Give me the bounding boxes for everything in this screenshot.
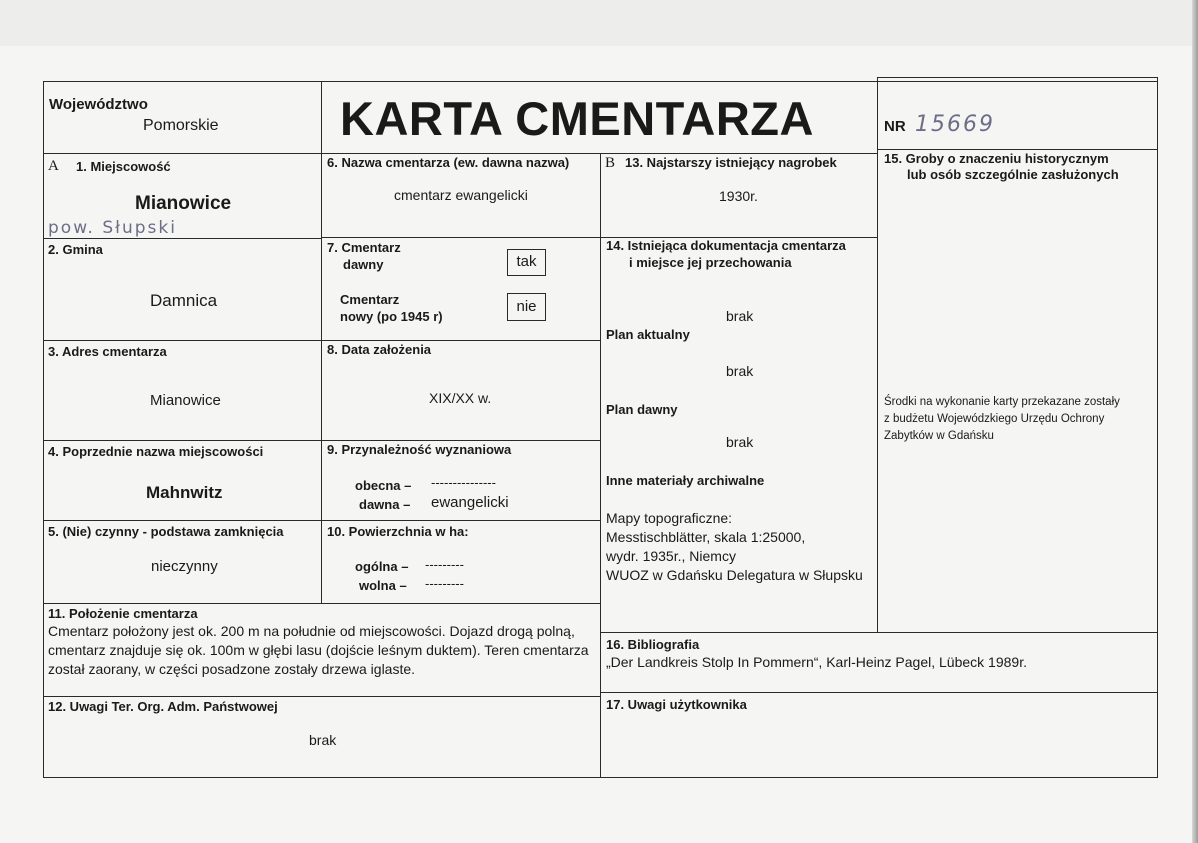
grid-line [43, 520, 600, 521]
f12-label: 12. Uwagi Ter. Org. Adm. Państwowej [48, 699, 278, 714]
grid-line [43, 603, 600, 604]
f14-plan-dawny-label: Plan dawny [606, 402, 678, 417]
f6-value: cmentarz ewangelicki [394, 187, 528, 203]
f7-dawny-label: dawny [343, 257, 384, 272]
f14-plan-dawny-value: brak [726, 434, 754, 450]
grid-line [877, 77, 1158, 78]
f14-label-1: 14. Istniejąca dokumentacja cmentarza [606, 238, 846, 253]
f10-label: 10. Powierzchnia w ha: [327, 524, 469, 539]
wojewodztwo-value: Pomorskie [143, 117, 219, 134]
grid-line [600, 692, 1158, 693]
f14-label-2: i miejsce jej przechowania [629, 255, 792, 270]
f11-line: Cmentarz położony jest ok. 200 m na południe od miejscowości. Dojazd drogą polną, [48, 623, 575, 639]
f14-inne-line: Messtischblätter, skala 1:25000, [606, 529, 806, 545]
f4-label: 4. Poprzednie nazwa miejscowości [48, 444, 264, 459]
grid-line [1157, 77, 1158, 83]
f15-label-1: 15. Groby o znaczeniu historycznym [884, 151, 1109, 166]
f11-line: cmentarz znajduje się ok. 100m w głębi lasu (dojście leśnym duktem). Teren cmentarza [48, 642, 589, 658]
f9-obecna-value: --------------- [431, 475, 496, 490]
f11-label: 11. Położenie cmentarza [48, 606, 198, 621]
nr-label: NR [884, 118, 906, 135]
f8-label: 8. Data założenia [327, 342, 432, 357]
f1-value: Mianowice [135, 193, 232, 214]
f9-obecna-label: obecna – [355, 478, 412, 493]
scan-edge-shadow [1192, 0, 1198, 843]
grid-line [321, 81, 322, 603]
f17-label: 17. Uwagi użytkownika [606, 697, 747, 712]
grid-line [43, 696, 600, 697]
f7-dawny-box: tak [507, 249, 546, 276]
grid-line [43, 238, 321, 239]
f9-dawna-label: dawna – [359, 497, 411, 512]
f14-inne-line: Mapy topograficzne: [606, 510, 733, 526]
f10-wolna-value: --------- [425, 576, 464, 591]
grid-line [43, 153, 877, 154]
f2-value: Damnica [150, 291, 218, 310]
f5-label: 5. (Nie) czynny - podstawa zamknięcia [48, 524, 284, 539]
f7-nowy-label-1: Cmentarz [340, 292, 400, 307]
f2-label: 2. Gmina [48, 242, 103, 257]
f13-label: 13. Najstarszy istniejący nagrobek [625, 155, 837, 170]
f7-nowy-label-2: nowy (po 1945 r) [340, 309, 443, 324]
nr-handwritten-value: 15669 [915, 112, 995, 137]
f3-value: Mianowice [150, 392, 221, 409]
f14-inne-line: WUOZ w Gdańsku Delegatura w Słupsku [606, 567, 863, 583]
f10-wolna-label: wolna – [359, 578, 407, 593]
f14-inne-line: wydr. 1935r., Niemcy [606, 548, 736, 564]
f9-dawna-value: ewangelicki [431, 494, 509, 511]
f3-label: 3. Adres cmentarza [48, 344, 167, 359]
f13-value: 1930r. [719, 188, 758, 204]
f10-ogolna-value: --------- [425, 557, 464, 572]
f7-label: 7. Cmentarz [327, 240, 401, 255]
grid-line [877, 149, 1158, 150]
grid-line [600, 632, 1158, 633]
f12-value: brak [309, 732, 337, 748]
section-a-letter: A [48, 158, 59, 174]
page-title: KARTA CMENTARZA [340, 92, 814, 145]
f15-note-line: Zabytków w Gdańsku [884, 430, 994, 442]
f5-value: nieczynny [151, 558, 218, 575]
f1-label: 1. Miejscowość [76, 159, 171, 174]
f14-plan-aktualny-value: brak [726, 363, 754, 379]
f16-label: 16. Bibliografia [606, 637, 700, 652]
grid-line [600, 153, 601, 778]
f15-note-line: Środki na wykonanie karty przekazane zostały [884, 396, 1120, 408]
f7-nowy-box: nie [507, 293, 546, 321]
f14-value: brak [726, 308, 754, 324]
f16-value: „Der Landkreis Stolp In Pommern“, Karl-Heinz Pagel, Lübeck 1989r. [606, 654, 1027, 670]
f8-value: XIX/XX w. [429, 390, 492, 406]
f14-plan-aktualny-label: Plan aktualny [606, 327, 690, 342]
wojewodztwo-label: Województwo [49, 96, 148, 113]
f10-ogolna-label: ogólna – [355, 559, 409, 574]
f1-handwritten-note: pow. Słupski [48, 218, 177, 238]
grid-line [877, 77, 878, 633]
grid-line [43, 340, 600, 341]
f11-line: został zaorany, w części posadzone zostały drzewa iglaste. [48, 661, 416, 677]
f4-value: Mahnwitz [146, 483, 223, 502]
f15-note-line: z budżetu Wojewódzkiego Urzędu Ochrony [884, 413, 1105, 425]
f15-label-2: lub osób szczególnie zasłużonych [907, 167, 1119, 182]
scan-top-margin [0, 0, 1198, 46]
f9-label: 9. Przynależność wyznaniowa [327, 442, 512, 457]
grid-line [43, 440, 600, 441]
section-b-letter: B [605, 155, 616, 171]
f14-inne-label: Inne materiały archiwalne [606, 473, 765, 488]
f6-label: 6. Nazwa cmentarza (ew. dawna nazwa) [327, 155, 570, 170]
